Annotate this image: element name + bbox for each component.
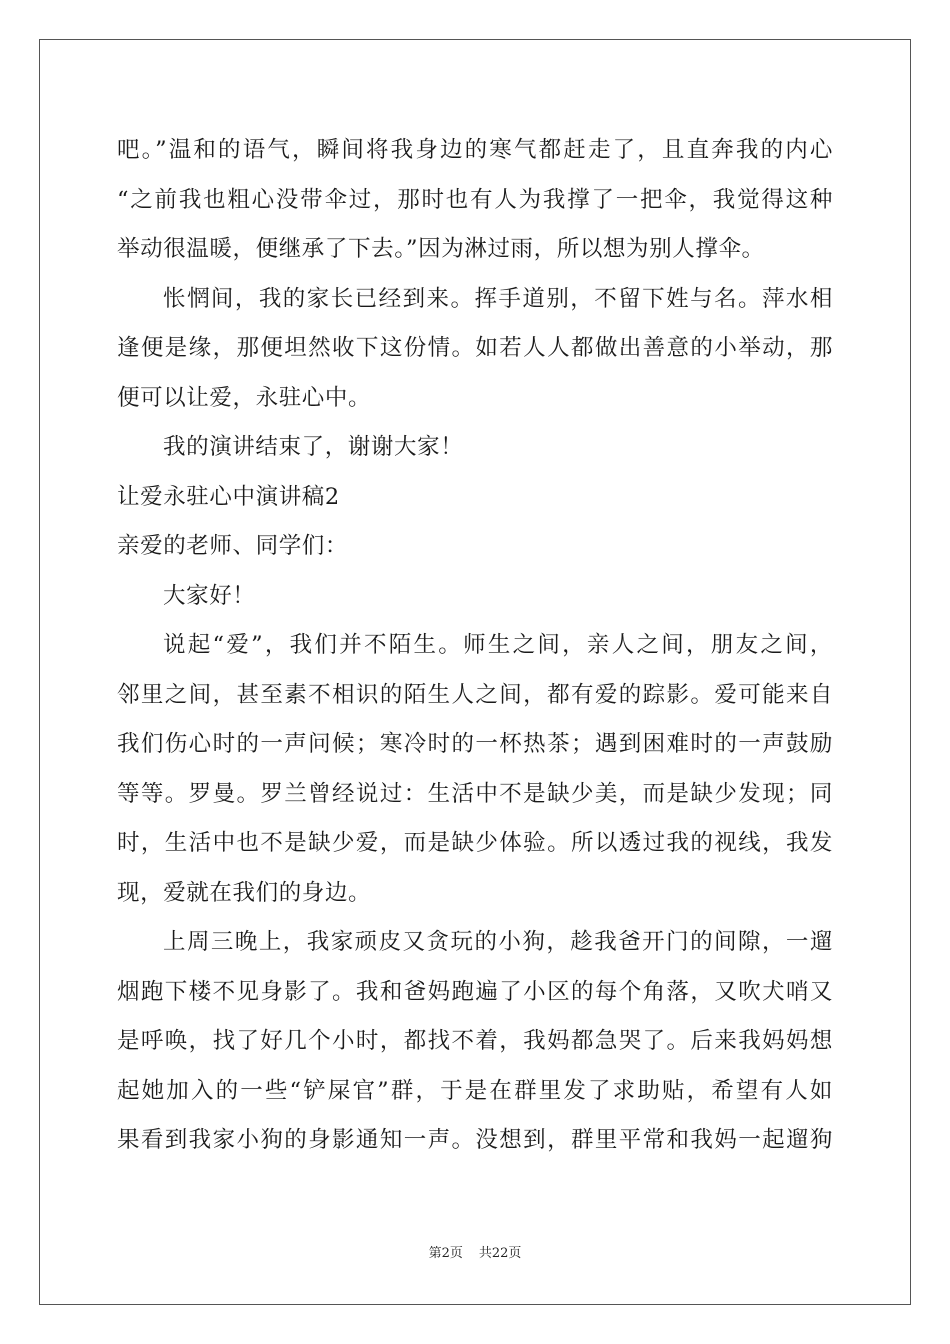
text-line: 怅惘间，我的家长已经到来。挥手道别，不留下姓与名。萍水相 — [163, 285, 833, 312]
text-line: 我们伤心时的一声问候；寒冷时的一杯热茶；遇到困难时的一声鼓励 — [117, 731, 833, 757]
text-line: 便可以让爱，永驻心中。 — [117, 384, 372, 411]
page-footer — [0, 1245, 950, 1263]
text-line: 烟跑下楼不见身影了。我和爸妈跑遍了小区的每个角落，又吹犬哨又 — [117, 978, 833, 1005]
text-line: 我的演讲结束了，谢谢大家！ — [163, 434, 464, 460]
text-line: 大家好！ — [163, 582, 256, 609]
text-line: 是呼唤，找了好几个小时，都找不着，我妈都急哭了。后来我妈妈想 — [117, 1028, 833, 1054]
text-line: 逢便是缘，那便坦然收下这份情。如若人人都做出善意的小举动，那 — [117, 335, 833, 361]
text-line: “之前我也粗心没带伞过，那时也有人为我撑了一把伞，我觉得这种 — [117, 186, 833, 213]
text-line: 亲爱的老师、同学们： — [117, 533, 349, 559]
text-line: 果看到我家小狗的身影通知一声。没想到，群里平常和我妈一起遛狗 — [117, 1127, 833, 1153]
text-line: 举动很温暖，便继承了下去。”因为淋过雨，所以想为别人撑伞。 — [117, 236, 765, 262]
text-line: 时，生活中也不是缺少爱，而是缺少体验。所以透过我的视线，我发 — [117, 830, 833, 856]
page-number: 第2页 — [428, 1246, 463, 1261]
text-line: 上周三晚上，我家顽皮又贪玩的小狗，趁我爸开门的间隙，一遛 — [163, 929, 833, 955]
text-line: 起她加入的一些“铲屎官”群，于是在群里发了求助贴，希望有人如 — [117, 1077, 833, 1104]
text-line: 等等。罗曼。罗兰曾经说过：生活中不是缺少美，而是缺少发现；同 — [117, 780, 833, 807]
text-line: 吧。”温和的语气，瞬间将我身边的寒气都赶走了，且直奔我的内心 — [117, 137, 833, 163]
page-total: 共22页 — [478, 1246, 522, 1261]
text-line: 邻里之间，甚至素不相识的陌生人之间，都有爱的踪影。爱可能来自 — [117, 681, 833, 708]
document-body — [117, 126, 833, 1166]
text-line: 现，爱就在我们的身边。 — [117, 879, 372, 906]
text-line: 说起“爱”，我们并不陌生。师生之间，亲人之间，朋友之间， — [163, 632, 833, 658]
text-line: 让爱永驻心中演讲稿2 — [117, 483, 340, 510]
